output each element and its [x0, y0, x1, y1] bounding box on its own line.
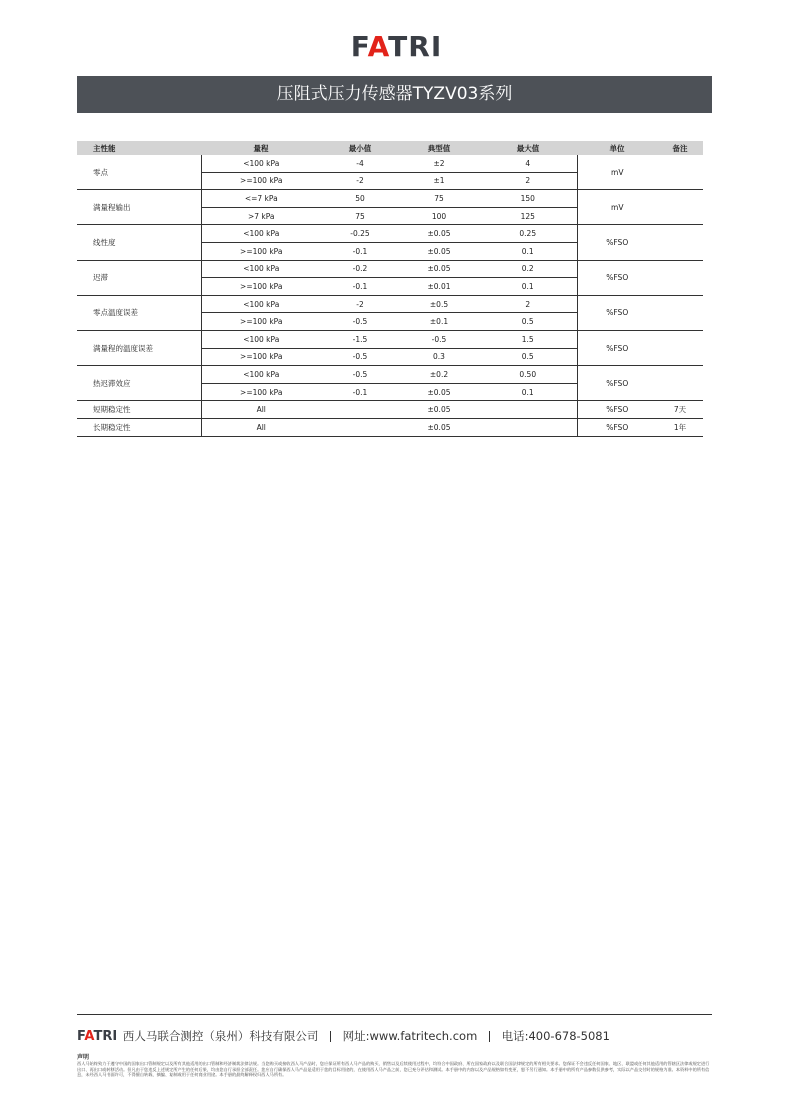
- cell-unit: %FSO: [577, 401, 657, 419]
- cell-range: >7 kPa: [201, 207, 321, 225]
- cell-range: >=100 kPa: [201, 313, 321, 331]
- cell-min: [321, 401, 399, 419]
- cell-range: All: [201, 418, 321, 436]
- cell-min: -0.2: [321, 260, 399, 278]
- cell-max: 1.5: [479, 330, 577, 348]
- param-name: 零点: [77, 155, 201, 190]
- cell-typ: -0.5: [399, 330, 479, 348]
- cell-min: -2: [321, 295, 399, 313]
- param-name: 零点温度误差: [77, 295, 201, 330]
- cell-min: [321, 418, 399, 436]
- cell-max: [479, 418, 577, 436]
- cell-max: 0.1: [479, 383, 577, 401]
- footer-divider: [77, 1014, 712, 1015]
- cell-range: <100 kPa: [201, 260, 321, 278]
- cell-typ: ±1: [399, 172, 479, 190]
- header-max: 最大值: [479, 141, 577, 155]
- cell-note: [657, 155, 703, 190]
- cell-note: [657, 260, 703, 295]
- cell-range: >=100 kPa: [201, 172, 321, 190]
- cell-min: -4: [321, 155, 399, 172]
- cell-range: <=7 kPa: [201, 190, 321, 208]
- cell-range: <100 kPa: [201, 366, 321, 384]
- cell-max: 0.50: [479, 366, 577, 384]
- table-row: [77, 418, 703, 436]
- cell-typ: ±0.05: [399, 418, 479, 436]
- cell-typ: ±0.1: [399, 313, 479, 331]
- param-name: 满量程的温度误差: [77, 330, 201, 365]
- cell-note: [657, 330, 703, 365]
- cell-range: >=100 kPa: [201, 348, 321, 366]
- table-row: [77, 155, 703, 172]
- table-header-row: [77, 141, 703, 155]
- footer-logo-a: A: [84, 1029, 94, 1044]
- cell-min: 75: [321, 207, 399, 225]
- footer-contact: [77, 1028, 717, 1044]
- footer-logo-f: F: [77, 1029, 85, 1044]
- param-name: 长期稳定性: [77, 418, 201, 436]
- cell-min: -0.1: [321, 242, 399, 260]
- cell-max: 0.1: [479, 242, 577, 260]
- cell-typ: 100: [399, 207, 479, 225]
- cell-typ: ±0.05: [399, 401, 479, 419]
- cell-max: [479, 401, 577, 419]
- cell-typ: 0.3: [399, 348, 479, 366]
- cell-min: -0.5: [321, 313, 399, 331]
- cell-max: 0.25: [479, 225, 577, 243]
- header-min: 最小值: [321, 141, 399, 155]
- cell-range: <100 kPa: [201, 330, 321, 348]
- spec-table: [77, 141, 703, 437]
- table-row: [77, 190, 703, 208]
- cell-max: 0.2: [479, 260, 577, 278]
- cell-max: 2: [479, 295, 577, 313]
- header-typ: 典型值: [399, 141, 479, 155]
- cell-range: <100 kPa: [201, 295, 321, 313]
- cell-typ: ±0.01: [399, 278, 479, 296]
- cell-unit: %FSO: [577, 260, 657, 295]
- table-row: [77, 330, 703, 348]
- cell-range: >=100 kPa: [201, 242, 321, 260]
- header-note: 备注: [657, 141, 703, 155]
- cell-unit: %FSO: [577, 330, 657, 365]
- cell-max: 0.1: [479, 278, 577, 296]
- cell-min: -0.1: [321, 278, 399, 296]
- cell-range: All: [201, 401, 321, 419]
- header-unit: 单位: [577, 141, 657, 155]
- cell-min: -0.5: [321, 348, 399, 366]
- cell-max: 150: [479, 190, 577, 208]
- cell-typ: ±0.2: [399, 366, 479, 384]
- cell-range: >=100 kPa: [201, 278, 321, 296]
- cell-range: <100 kPa: [201, 155, 321, 172]
- cell-unit: %FSO: [577, 295, 657, 330]
- cell-min: -0.5: [321, 366, 399, 384]
- cell-typ: ±0.05: [399, 225, 479, 243]
- logo-text-a: A: [367, 30, 389, 63]
- cell-min: -0.25: [321, 225, 399, 243]
- cell-min: -2: [321, 172, 399, 190]
- declaration-title: 声明: [77, 1054, 90, 1061]
- page-title: 压阻式压力传感器TYZV03系列: [77, 76, 712, 113]
- cell-note: [657, 366, 703, 401]
- footer-website[interactable]: 网址:www.fatritech.com: [342, 1029, 478, 1043]
- cell-min: 50: [321, 190, 399, 208]
- footer-phone: 电话:400-678-5081: [501, 1029, 610, 1043]
- cell-typ: ±2: [399, 155, 479, 172]
- cell-range: >=100 kPa: [201, 383, 321, 401]
- table-row: [77, 295, 703, 313]
- logo-text-f: F: [350, 30, 368, 63]
- cell-typ: ±0.05: [399, 242, 479, 260]
- cell-note: [657, 225, 703, 260]
- cell-unit: %FSO: [577, 225, 657, 260]
- cell-unit: %FSO: [577, 366, 657, 401]
- logo-text-tri: TRI: [388, 30, 443, 63]
- cell-typ: ±0.05: [399, 383, 479, 401]
- cell-note: 7天: [657, 401, 703, 419]
- cell-min: -1.5: [321, 330, 399, 348]
- cell-min: -0.1: [321, 383, 399, 401]
- cell-max: 125: [479, 207, 577, 225]
- param-name: 热迟滞效应: [77, 366, 201, 401]
- table-row: [77, 260, 703, 278]
- cell-range: <100 kPa: [201, 225, 321, 243]
- cell-typ: ±0.5: [399, 295, 479, 313]
- param-name: 满量程输出: [77, 190, 201, 225]
- footer-company: 西人马联合测控（泉州）科技有限公司: [122, 1029, 319, 1043]
- param-name: 线性度: [77, 225, 201, 260]
- cell-unit: %FSO: [577, 418, 657, 436]
- cell-max: 0.5: [479, 348, 577, 366]
- cell-unit: mV: [577, 155, 657, 190]
- cell-note: 1年: [657, 418, 703, 436]
- cell-max: 2: [479, 172, 577, 190]
- cell-unit: mV: [577, 190, 657, 225]
- cell-max: 0.5: [479, 313, 577, 331]
- cell-note: [657, 190, 703, 225]
- header-param: 主性能: [77, 141, 201, 155]
- header-range: 量程: [201, 141, 321, 155]
- table-row: [77, 401, 703, 419]
- cell-typ: ±0.05: [399, 260, 479, 278]
- footer-logo: [77, 1029, 117, 1044]
- fatri-logo: [0, 30, 793, 63]
- footer-separator: [489, 1031, 490, 1042]
- param-name: 短期稳定性: [77, 401, 201, 419]
- declaration-text: 西人马始终致力于遵守中国的国家出口管制规定以及所有其他适用的出口管制和经济制裁法律法规。当您购买或接收西人马产品时，您应保证所有西人马产品的购买、销售以及后续使用过程中，均符合中国政府、所在国家政府以及联合国法律规定的所有相关要求。您保证不会违反任何国家、地区、联盟或任何其他适用的管辖区法律或规定进行出口、再出口或转移活动。但凡由于您违反上述规定所产生的任何后果，均由您自行承担全部责任。您应自行确保西人马产品是适用于您的目标用途的，在使用西人马产品之前，您已充分评估和测试。本手册中的内容以及产品规格如有变更，恕不另行通知。本手册中的所有产品参数仅供参考，实际以产品交付时的规格为准。本资料中的所有信息，未经西人马书面许可，不得擅自转载、摘编、复制或用于任何商业用途。本手册的最终解释权归西人马所有。: [77, 1061, 710, 1078]
- footer-logo-tri: TRI: [93, 1029, 118, 1044]
- table-row: [77, 366, 703, 384]
- cell-max: 4: [479, 155, 577, 172]
- table-row: [77, 225, 703, 243]
- cell-note: [657, 295, 703, 330]
- footer-separator: [330, 1031, 331, 1042]
- param-name: 迟滞: [77, 260, 201, 295]
- cell-typ: 75: [399, 190, 479, 208]
